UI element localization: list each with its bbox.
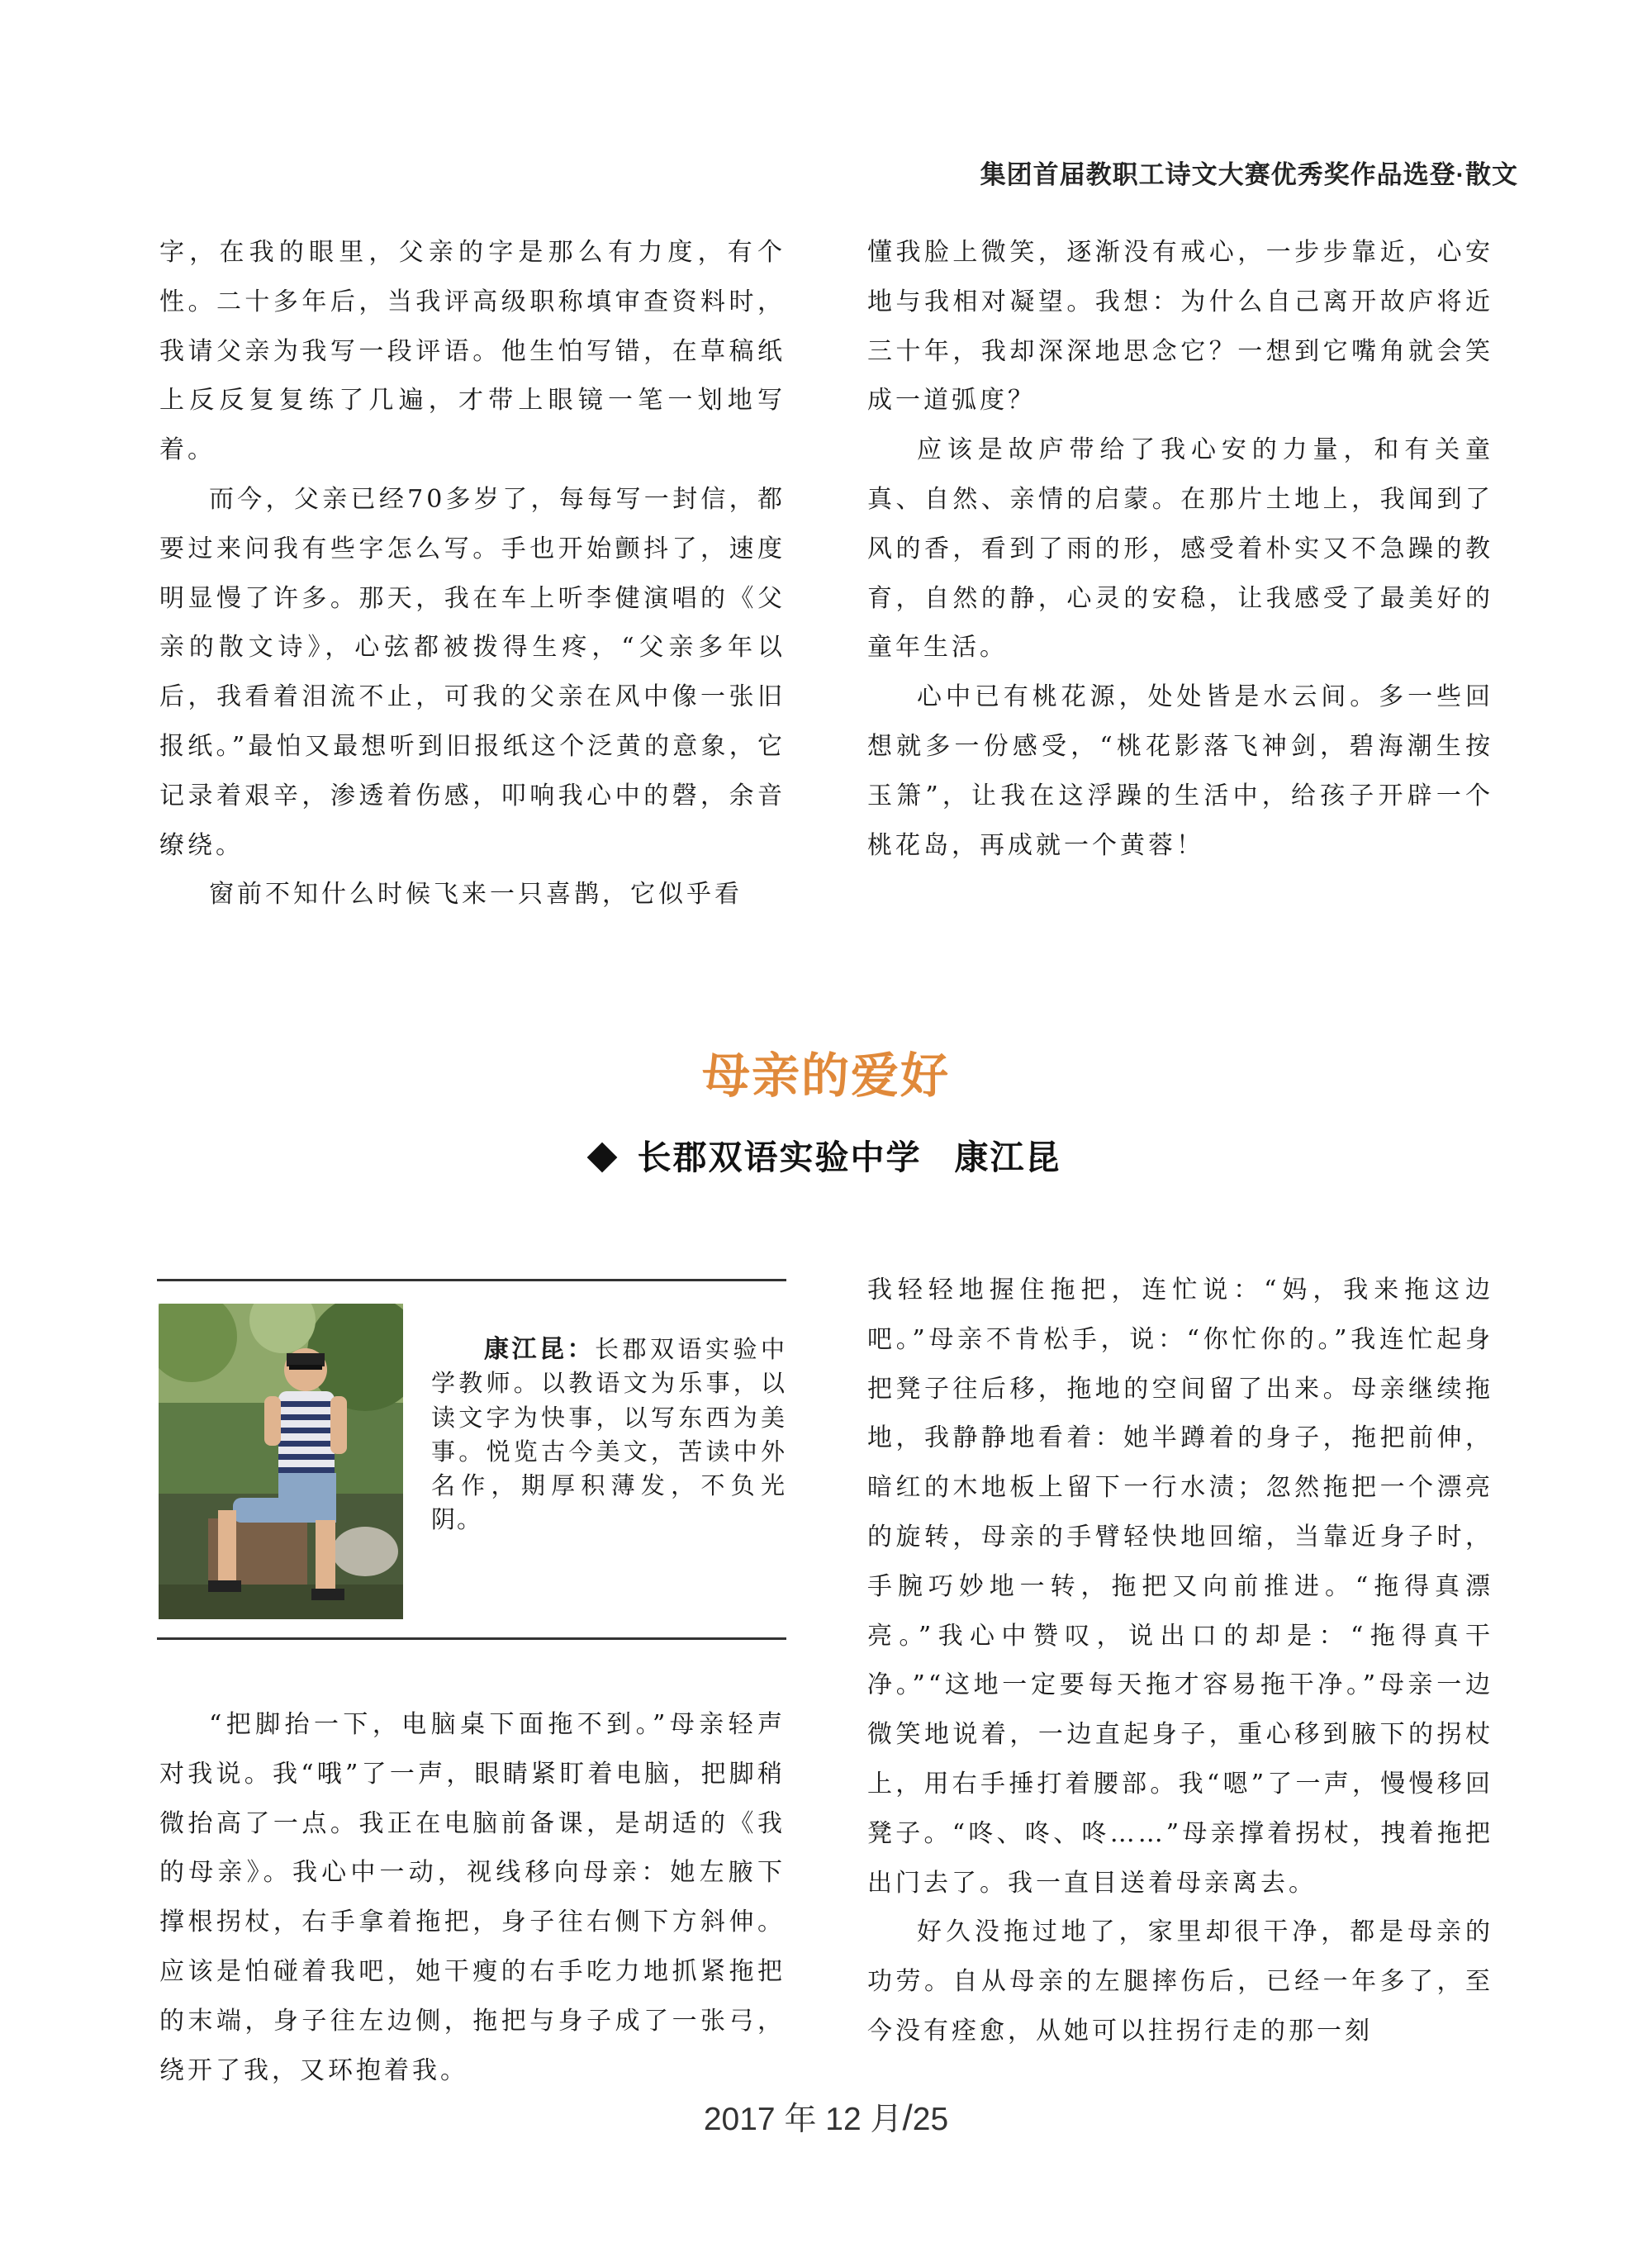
paragraph: 窗前不知什么时候飞来一只喜鹊，它似乎看 [209, 880, 743, 910]
page-number: 25 [912, 2102, 949, 2137]
byline [0, 1130, 1652, 1179]
school-name: 长郡双语实验中学 [637, 1138, 922, 1177]
author-bio [431, 1333, 786, 1537]
bio-text: 长郡双语实验中学教师。以教语文为乐事，以读文字为快事，以写东西为美事。悦览古今美文，苦读中外名作，期厚积薄发，不负光阴。 [431, 1335, 786, 1534]
bio-top-rule [157, 1279, 786, 1281]
paragraph: 应该是故庐带给了我心安的力量，和有关童真、自然、亲情的启蒙。在那片土地上，我闻到了风的香，看到了雨的形，感受着朴实又不急躁的教育，自然的静，心灵的安稳，让我感受了最美好的童年生活。 [867, 435, 1493, 663]
paragraph: 好久没拖过地了，家里却很干净，都是母亲的功劳。自从母亲的左腿摔伤后，已经一年多了，至今没有痊愈，从她可以拄拐行走的那一刻 [867, 1917, 1493, 2046]
page-footer [0, 2093, 1652, 2140]
paragraph: 而今，父亲已经70多岁了，每每写一封信，都要过来问我有些字怎么写。手也开始颤抖了，速度明显慢了许多。那天，我在车上听李健演唱的《父亲的散文诗》，心弦都被拨得生疼，“父亲多年以后，我看着泪流不止，可我的父亲在风中像一张旧报纸。”最怕又最想听到旧报纸这个泛黄的意象，它记录着艰辛，渗透着伤感，叩响我心中的磬，余音缭绕。 [159, 484, 786, 860]
issue-date: 2017 年 12 月 [703, 2102, 903, 2137]
paragraph: 心中已有桃花源，处处皆是水云间。多一些回想就多一份感受，“桃花影落飞神剑，碧海潮生按玉箫”，让我在这浮躁的生活中，给孩子开辟一个桃花岛，再成就一个黄蓉！ [867, 682, 1493, 860]
paragraph: 我轻轻地握住拖把，连忙说：“妈，我来拖这边吧。”母亲不肯松手，说：“你忙你的。”我连忙起身把凳子往后移，拖地的空间留了出来。母亲继续拖地，我静静地看着：她半蹲着的身子，拖把前伸，暗红的木地板上留下一行水渍；忽然拖把一个漂亮的旋转，母亲的手臂轻快地回缩，当靠近身子时，手腕巧妙地一转，拖把又向前推进。“拖得真漂亮。”我心中赞叹，说出口的却是：“拖得真干净。”“这地一定要每天拖才容易拖干净。”母亲一边微笑地说着，一边直起身子，重心移到腋下的拐杖上，用右手捶打着腰部。我“嗯”了一声，慢慢移回凳子。“咚、咚、咚……”母亲撑着拐杖，拽着拖把出门去了。我一直目送着母亲离去。 [867, 1276, 1493, 1898]
slash-separator: / [902, 2098, 913, 2138]
top-right-column [867, 228, 1493, 870]
article-right-column [867, 1266, 1493, 2056]
paragraph: 字，在我的眼里，父亲的字是那么有力度，有个性。二十多年后，当我评高级职称填审查资料时，我请父亲为我写一段评语。他生怕写错，在草稿纸上反反复复练了几遍，才带上眼镜一笔一划地写着。 [159, 238, 786, 465]
paragraph: 懂我脸上微笑，逐渐没有戒心，一步步靠近，心安地与我相对凝望。我想：为什么自己离开故庐将近三十年，我却深深地思念它？一想到它嘴角就会笑成一道弧度？ [867, 238, 1493, 416]
diamond-bullet-icon [586, 1142, 617, 1172]
running-header: 集团首届教职工诗文大赛优秀奖作品选登·散文 [980, 160, 1518, 189]
bio-bottom-rule [157, 1637, 786, 1640]
bio-name: 康江昆： [484, 1336, 595, 1363]
author-photo [159, 1304, 403, 1619]
paragraph: “把脚抬一下，电脑桌下面拖不到。”母亲轻声对我说。我“哦”了一声，眼睛紧盯着电脑，把脚稍微抬高了一点。我正在电脑前备课，是胡适的《我的母亲》。我心中一动，视线移向母亲：她左腋下撑根拐杖，右手拿着拖把，身子往右侧下方斜伸。应该是怕碰着我吧，她干瘦的右手吃力地抓紧拖把的末端，身子往左边侧，拖把与身子成了一张弓，绕开了我，又环抱着我。 [159, 1710, 786, 2085]
top-left-column [159, 228, 786, 919]
article-title: 母亲的爱好 [701, 1048, 950, 1104]
article-left-column [159, 1700, 786, 2095]
author-name: 康江昆 [954, 1138, 1061, 1177]
